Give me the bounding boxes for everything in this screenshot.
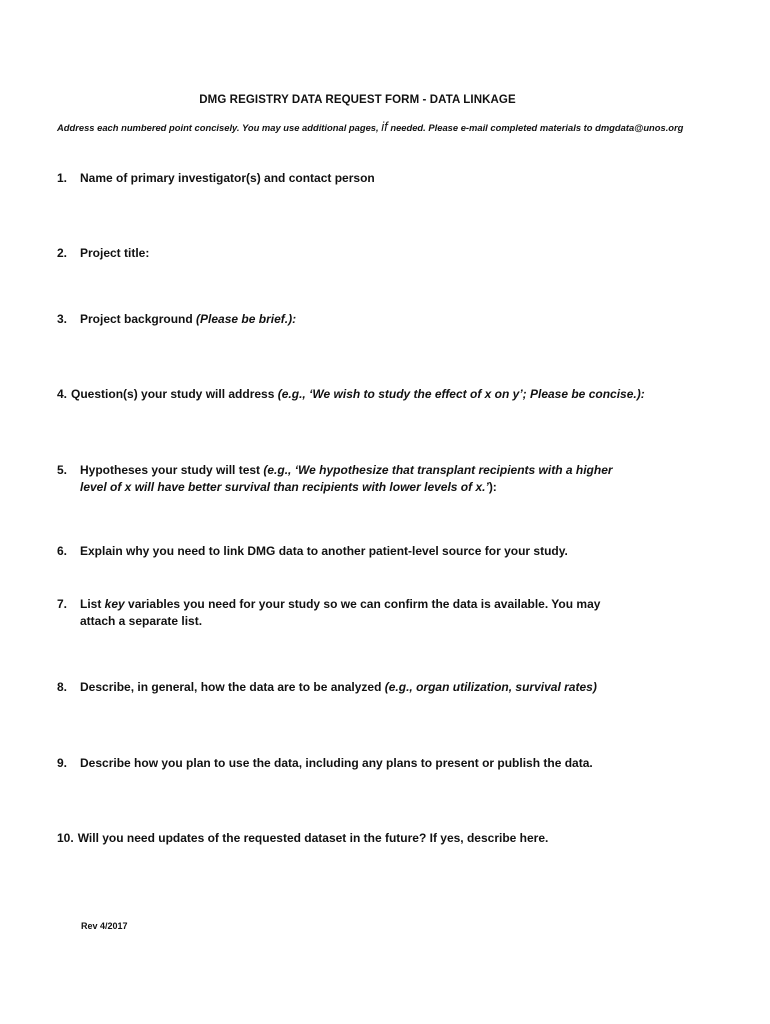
instructions-part1: Address each numbered point concisely. You may use additional pages,	[57, 122, 382, 133]
instructions-if: if	[381, 119, 388, 134]
question-text: Explain why you need to link DMG data to another patient-level source for your study.	[80, 544, 568, 558]
question-hint: (e.g., ‘We wish to study the effect of x on y’; Please be concise.):	[277, 387, 645, 401]
question-number: 1.	[57, 171, 68, 185]
question-text: variables you need for your study so we can confirm the data is available. You may	[124, 597, 601, 611]
question-9	[57, 755, 707, 772]
instructions	[57, 119, 757, 134]
question-2	[57, 245, 707, 262]
question-text: Will you need updates of the requested dataset in the future? If yes, describe here.	[77, 831, 549, 845]
question-number: 3.	[57, 312, 68, 326]
question-number: 5.	[57, 463, 68, 477]
question-number: 7.	[57, 597, 68, 611]
question-number: 9.	[57, 756, 68, 770]
question-4	[57, 386, 707, 403]
question-1	[57, 170, 707, 187]
question-3	[57, 311, 707, 328]
question-text: Project title:	[80, 246, 150, 260]
question-text-pre: List	[80, 597, 105, 611]
question-hint: (Please be brief.):	[196, 312, 297, 326]
question-text: Describe, in general, how the data are to be analyzed	[80, 680, 385, 694]
question-hint: (e.g., organ utilization, survival rates)	[384, 680, 597, 694]
question-number: 6.	[57, 544, 68, 558]
question-line2: attach a separate list.	[80, 614, 203, 628]
form-title: DMG REGISTRY DATA REQUEST FORM - DATA LINKAGE	[199, 94, 516, 106]
question-hint-end: ):	[488, 480, 497, 494]
question-7	[57, 596, 707, 630]
question-line2	[57, 479, 707, 496]
question-hint: (e.g., ‘We hypothesize that transplant recipients with a higher	[263, 463, 613, 477]
question-text: Hypotheses your study will test	[80, 463, 264, 477]
question-number: 4.	[57, 387, 68, 401]
question-text: Question(s) your study will address	[71, 387, 278, 401]
question-text: Name of primary investigator(s) and contact person	[80, 171, 375, 185]
revision-footer: Rev 4/2017	[81, 921, 128, 931]
question-text: Project background	[80, 312, 197, 326]
question-hint-continued: level of x will have better survival than recipients with lower levels of x.’	[80, 480, 489, 494]
question-emphasis: key	[104, 597, 125, 611]
question-text: Describe how you plan to use the data, including any plans to present or publish the data.	[80, 756, 593, 770]
instructions-part2: needed. Please e-mail completed materials to dmgdata@unos.org	[387, 122, 684, 133]
question-8	[57, 679, 707, 696]
question-number: 8.	[57, 680, 68, 694]
question-number: 10.	[57, 831, 74, 845]
question-6	[57, 543, 707, 560]
question-number: 2.	[57, 246, 68, 260]
question-10	[57, 830, 707, 847]
question-5	[57, 462, 707, 496]
